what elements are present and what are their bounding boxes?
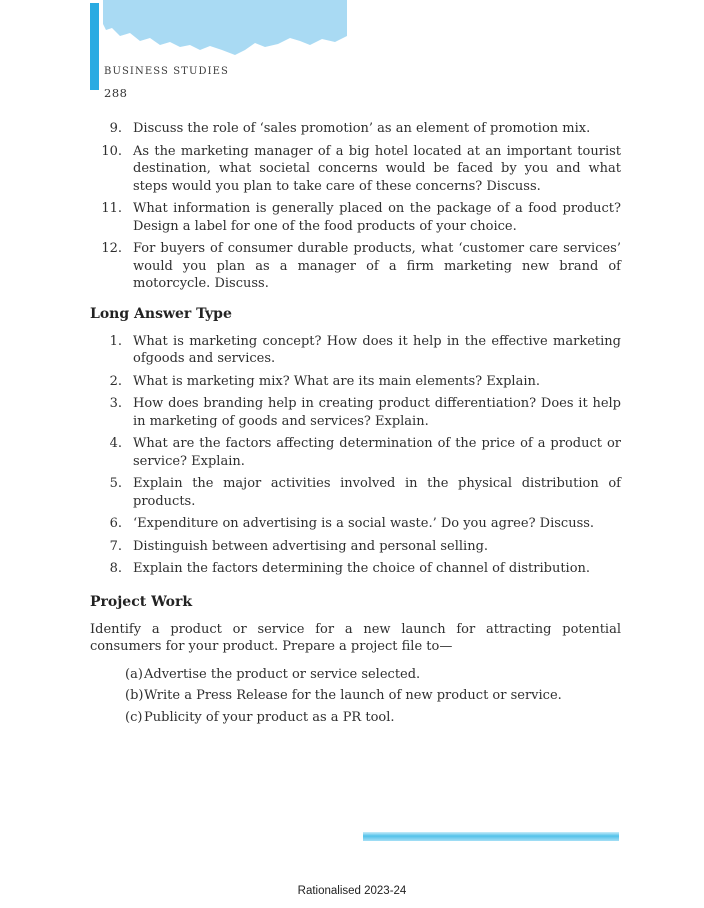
question-text: What is marketing mix? What are its main elements? Explain.: [133, 373, 540, 389]
task-text: Advertise the product or service selected.: [144, 666, 421, 682]
question-item: [90, 143, 621, 196]
project-work-intro: Identify a product or service for a new launch for attracting potential consumers for your product. Prepare a project file to—: [90, 621, 621, 654]
question-item: [90, 435, 621, 470]
question-text: What is marketing concept? How does it help in the effective marketing ofgoods and services.: [133, 333, 621, 366]
question-number: 10.: [101, 143, 122, 159]
question-text: Explain the major activities involved in the physical distribution of products.: [133, 476, 621, 509]
question-number: 2.: [109, 373, 122, 389]
task-label: (c): [125, 709, 143, 725]
section-heading-project-work: Project Work: [90, 593, 193, 610]
page-content: [90, 120, 621, 730]
question-item: [90, 538, 621, 556]
question-item: [90, 120, 621, 138]
question-item: [90, 395, 621, 430]
question-item: [90, 475, 621, 510]
question-text: As the marketing manager of a big hotel located at an important tourist destination, what societal concerns would be faced by you and what steps would you plan to take care of these concerns? Discuss.: [133, 143, 621, 194]
task-text: Write a Press Release for the launch of new product or service.: [144, 688, 562, 703]
page-number: 288: [104, 86, 128, 100]
question-number: 8.: [109, 561, 122, 576]
question-text: ‘Expenditure on advertising is a social waste.’ Do you agree? Discuss.: [133, 516, 595, 531]
running-header-title: BUSINESS STUDIES: [104, 66, 229, 77]
question-text: What are the factors affecting determination of the price of a product or service? Explain.: [133, 436, 621, 469]
question-item: [90, 240, 621, 293]
left-accent-bar: [90, 3, 99, 90]
question-text: What information is generally placed on the package of a food product? Design a label for one of the food products of your choice.: [133, 201, 621, 234]
question-text: Distinguish between advertising and personal selling.: [133, 538, 489, 554]
project-task-item: [125, 709, 621, 727]
question-number: 4.: [109, 436, 122, 451]
torn-paper-graphic: [103, 0, 347, 62]
question-item: [90, 373, 621, 391]
rationalised-note: Rationalised 2023-24: [297, 885, 407, 897]
section-heading-long-answer: Long Answer Type: [90, 305, 232, 322]
question-number: 7.: [109, 538, 122, 554]
question-number: 5.: [109, 476, 122, 491]
question-number: 1.: [109, 333, 122, 349]
question-number: 11.: [101, 201, 122, 216]
question-item: [90, 560, 621, 578]
footer-decoration-bar: [363, 832, 619, 841]
question-item: [90, 200, 621, 235]
question-item: [90, 515, 621, 533]
question-text: Explain the factors determining the choice of channel of distribution.: [133, 561, 591, 576]
question-text: How does branding help in creating product differentiation? Does it help in marketing of goods and services? Explain.: [133, 396, 621, 429]
question-text: Discuss the role of ‘sales promotion’ as an element of promotion mix.: [133, 121, 591, 136]
question-item: [90, 333, 621, 368]
task-label: (a): [125, 666, 143, 682]
question-text: For buyers of consumer durable products, what ‘customer care services’ would you plan as a manager of a firm marketing new brand of motorcycle. Discuss.: [133, 241, 621, 291]
question-number: 6.: [109, 516, 122, 531]
project-task-item: [125, 687, 621, 705]
question-number: 12.: [101, 241, 122, 256]
project-task-item: [125, 666, 621, 684]
task-text: Publicity of your product as a PR tool.: [144, 709, 395, 725]
question-number: 3.: [109, 396, 122, 411]
task-label: (b): [125, 688, 144, 703]
question-number: 9.: [109, 121, 122, 136]
